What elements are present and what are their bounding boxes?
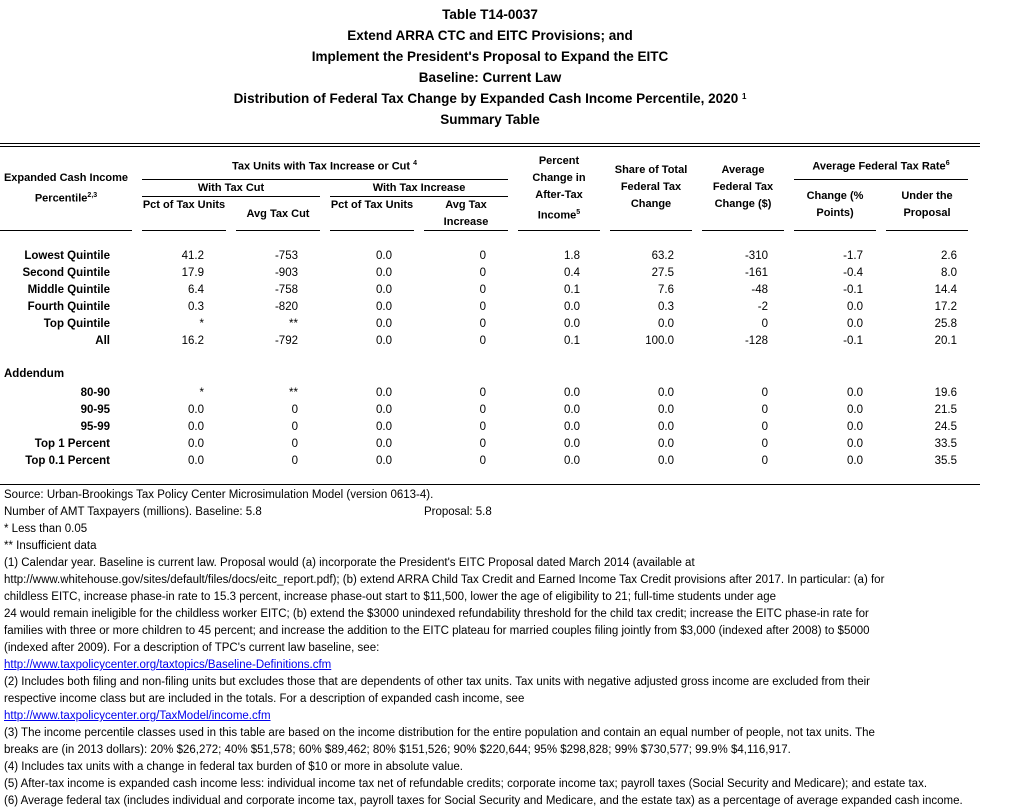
header-with-tax-increase: With Tax Increase: [372, 182, 466, 194]
header-bottom-rule: [794, 230, 876, 231]
cell-avg-tax-cut: **: [289, 387, 298, 399]
cell-share-total-change: 0.0: [658, 421, 674, 433]
footnote-2: respective income class but are included in the totals. For a description of expanded cash income, see: [4, 693, 525, 705]
cell-pct-units-cut: 6.4: [188, 284, 204, 296]
cell-pct-units-increase: 0.0: [376, 421, 392, 433]
cell-share-total-change: 0.0: [658, 438, 674, 450]
header-pct-units-cut: Pct of Tax Units: [142, 199, 226, 211]
header-with-tax-cut: With Tax Cut: [197, 182, 265, 194]
cell-avg-tax-cut: 0: [291, 421, 298, 433]
header-rate-change: Change (% Points): [806, 190, 864, 219]
cell-pct-units-cut: 17.9: [181, 267, 204, 279]
table-row: [0, 333, 980, 350]
cell-pct-units-cut: 41.2: [181, 250, 204, 262]
table-row: [0, 282, 980, 299]
cell-pct-change-after-tax: 0.4: [564, 267, 580, 279]
row-label: 90-95: [80, 404, 110, 416]
cell-rate-under-proposal: 21.5: [934, 404, 957, 416]
amt-proposal: Proposal: 5.8: [424, 506, 492, 518]
cell-rate-under-proposal: 2.6: [941, 250, 957, 262]
cell-pct-units-increase: 0.0: [376, 318, 392, 330]
cell-pct-units-cut: *: [199, 387, 204, 399]
cell-share-total-change: 27.5: [651, 267, 674, 279]
footnote-5: (5) After-tax income is expanded cash income less: individual income tax net of refundable credits; corporate income tax; payroll taxes (Social Security and Medicare); and estate tax.: [4, 778, 928, 790]
table-bottom-rule: [0, 484, 980, 485]
cell-pct-change-after-tax: 1.8: [564, 250, 580, 262]
table-row: [0, 316, 980, 333]
title-line-3: Implement the President's Proposal to Expand the EITC: [311, 49, 669, 64]
row-label: Top 1 Percent: [34, 438, 110, 450]
cell-avg-tax-change: 0: [761, 421, 768, 433]
cell-avg-tax-increase: 0: [479, 284, 486, 296]
header-bottom-rule: [142, 230, 226, 231]
cell-rate-change: -0.1: [843, 284, 863, 296]
cell-pct-units-increase: 0.0: [376, 301, 392, 313]
cell-avg-tax-change: 0: [761, 455, 768, 467]
cell-rate-under-proposal: 24.5: [934, 421, 957, 433]
footnote-1: 24 would remain ineligible for the childless worker EITC; (b) extend the $3000 unindexed refundability threshold for the child tax credit; increase the EITC phase-in rate for: [4, 608, 869, 620]
row-label: All: [95, 335, 110, 347]
cell-pct-change-after-tax: 0.0: [564, 438, 580, 450]
row-label: Top 0.1 Percent: [25, 455, 110, 467]
distribution-title-text: Distribution of Federal Tax Change by Expanded Cash Income Percentile, 2020: [233, 91, 739, 106]
cell-pct-units-cut: 0.0: [188, 455, 204, 467]
header-bottom-rule: [702, 230, 784, 231]
cell-pct-units-increase: 0.0: [376, 250, 392, 262]
header-bottom-rule: [518, 230, 600, 231]
cell-avg-tax-increase: 0: [479, 267, 486, 279]
cell-avg-tax-cut: 0: [291, 404, 298, 416]
footnote-3: (3) The income percentile classes used in this table are based on the income distribution for the entire population and contain an equal number of people, not tax units. The: [4, 727, 875, 739]
header-percentile: [0, 170, 132, 208]
footnote-1: families with three or more children to 45 percent; and increase the addition to the EITC plateau for married couples filing jointly from $3,000 (indexed after 2008) to $5000: [4, 625, 870, 637]
source-note: Source: Urban-Brookings Tax Policy Center Microsimulation Model (version 0613-4).: [4, 489, 434, 501]
cell-rate-under-proposal: 33.5: [934, 438, 957, 450]
cell-share-total-change: 63.2: [651, 250, 674, 262]
cell-pct-units-cut: *: [199, 318, 204, 330]
cell-avg-tax-cut: -753: [274, 250, 298, 262]
header-avg-rate-text: Average Federal Tax Rate: [812, 160, 946, 173]
cell-pct-units-cut: 16.2: [181, 335, 204, 347]
cell-rate-change: 0.0: [847, 455, 863, 467]
footnote-1: (indexed after 2009). For a description of TPC's current law baseline, see:: [4, 642, 380, 654]
row-label: Fourth Quintile: [27, 301, 110, 313]
table-id: Table T14-0037: [442, 7, 538, 22]
cell-pct-units-increase: 0.0: [376, 438, 392, 450]
cell-pct-change-after-tax: 0.0: [564, 455, 580, 467]
header-avg-tax-cut: Avg Tax Cut: [246, 208, 310, 220]
table-row: [0, 453, 980, 470]
addendum-label: Addendum: [4, 368, 65, 380]
cell-rate-change: 0.0: [847, 318, 863, 330]
footnote-3: breaks are (in 2013 dollars): 20% $26,272; 40% $51,578; 60% $89,462; 80% $151,526; 90% $220,644; 95% $298,828; 99% $730,577; 99.9% $4,116,917.: [4, 744, 791, 756]
cell-rate-change: -0.4: [843, 267, 863, 279]
cell-share-total-change: 0.0: [658, 455, 674, 467]
cell-avg-tax-change: 0: [761, 387, 768, 399]
cell-pct-units-increase: 0.0: [376, 267, 392, 279]
table-row: [0, 436, 980, 453]
cell-avg-tax-change: 0: [761, 318, 768, 330]
header-bottom-rule: [330, 230, 414, 231]
cell-avg-tax-increase: 0: [479, 421, 486, 433]
cell-avg-tax-change: -2: [757, 301, 768, 313]
cell-pct-change-after-tax: 0.0: [564, 318, 580, 330]
distribution-title: [0, 88, 980, 109]
cell-share-total-change: 7.6: [658, 284, 674, 296]
cell-rate-change: -1.7: [843, 250, 863, 262]
summary-title: Summary Table: [440, 112, 540, 127]
footnote-ref: 5: [576, 209, 581, 216]
footnote-1: childless EITC, increase phase-in rate to 15.3 percent, increase phase-out start to $11,500, lower the age of eligibility to 21; full-time students under age: [4, 591, 776, 603]
header-share-total: Share of Total Federal Tax Change: [614, 164, 688, 210]
title-line-2: Extend ARRA CTC and EITC Provisions; and: [347, 28, 633, 43]
header-bottom-rule: [424, 230, 508, 231]
cell-rate-under-proposal: 19.6: [934, 387, 957, 399]
header-bottom-rule: [236, 230, 320, 231]
cell-pct-units-increase: 0.0: [376, 455, 392, 467]
cell-rate-under-proposal: 35.5: [934, 455, 957, 467]
header-avg-rate-group: [794, 155, 968, 176]
row-label: Lowest Quintile: [24, 250, 110, 262]
cell-avg-tax-change: -48: [751, 284, 768, 296]
footnote-1: http://www.whitehouse.gov/sites/default/files/docs/eitc_report.pdf); (b) extend ARRA Child Tax Credit and Earned Income Tax Credit provisions after 2017. In particular: (a) for: [4, 574, 885, 586]
cell-pct-units-cut: 0.0: [188, 438, 204, 450]
cell-share-total-change: 0.0: [658, 387, 674, 399]
table-row: [0, 419, 980, 436]
cell-rate-under-proposal: 25.8: [934, 318, 957, 330]
header-rate-under: Under the Proposal: [901, 190, 953, 219]
header-tax-units-text: Tax Units with Tax Increase or Cut: [231, 160, 411, 173]
table-row: [0, 265, 980, 282]
footnote-ref: 2,3: [87, 192, 98, 199]
income-definition-link[interactable]: http://www.taxpolicycenter.org/TaxModel/income.cfm: [4, 710, 271, 722]
row-label: 95-99: [80, 421, 110, 433]
header-bottom-rule: [610, 230, 692, 231]
cell-rate-change: 0.0: [847, 404, 863, 416]
rate-group-rule: [794, 179, 968, 180]
footnote-ref: 4: [413, 160, 418, 167]
row-label: 80-90: [80, 387, 110, 399]
note-less-than: * Less than 0.05: [4, 523, 88, 535]
cell-avg-tax-increase: 0: [479, 335, 486, 347]
cell-avg-tax-change: 0: [761, 438, 768, 450]
cell-pct-change-after-tax: 0.0: [564, 301, 580, 313]
note-insufficient: ** Insufficient data: [4, 540, 97, 552]
cell-pct-units-increase: 0.0: [376, 284, 392, 296]
table-titles: [0, 4, 980, 130]
cell-pct-units-cut: 0.3: [188, 301, 204, 313]
cell-rate-change: 0.0: [847, 301, 863, 313]
cell-avg-tax-increase: 0: [479, 387, 486, 399]
cell-avg-tax-increase: 0: [479, 318, 486, 330]
cell-pct-change-after-tax: 0.1: [564, 335, 580, 347]
footnote-4: (4) Includes tax units with a change in federal tax burden of $10 or more in absolute value.: [4, 761, 463, 773]
amt-note: [4, 504, 1034, 521]
cell-share-total-change: 0.0: [658, 404, 674, 416]
cell-share-total-change: 0.0: [658, 318, 674, 330]
header-avg-change: Average Federal Tax Change ($): [712, 164, 774, 210]
cell-avg-tax-increase: 0: [479, 404, 486, 416]
cell-avg-tax-change: -310: [744, 250, 768, 262]
cell-avg-tax-cut: -792: [274, 335, 298, 347]
table-row: [0, 402, 980, 419]
cell-avg-tax-cut: 0: [291, 455, 298, 467]
cell-pct-change-after-tax: 0.0: [564, 387, 580, 399]
cell-rate-change: 0.0: [847, 421, 863, 433]
header-pct-units-inc: Pct of Tax Units: [330, 199, 414, 211]
cell-avg-tax-cut: **: [289, 318, 298, 330]
cell-rate-change: 0.0: [847, 438, 863, 450]
baseline-title: Baseline: Current Law: [418, 70, 562, 85]
header-avg-tax-increase: Avg Tax Increase: [443, 199, 489, 228]
cell-pct-change-after-tax: 0.0: [564, 421, 580, 433]
cell-pct-change-after-tax: 0.0: [564, 404, 580, 416]
cell-avg-tax-cut: 0: [291, 438, 298, 450]
footnote-1: (1) Calendar year. Baseline is current law. Proposal would (a) incorporate the President's EITC Proposal dated March 2014 (available at: [4, 557, 695, 569]
row-label: Middle Quintile: [27, 284, 110, 296]
cell-avg-tax-change: -161: [744, 267, 768, 279]
cell-rate-under-proposal: 8.0: [941, 267, 957, 279]
footnote-ref: 1: [741, 92, 747, 101]
table-row: [0, 299, 980, 316]
cell-pct-change-after-tax: 0.1: [564, 284, 580, 296]
cell-share-total-change: 100.0: [645, 335, 674, 347]
cell-rate-under-proposal: 20.1: [934, 335, 957, 347]
cell-avg-tax-increase: 0: [479, 438, 486, 450]
table-row: [0, 385, 980, 402]
header-percentile-text: Expanded Cash Income Percentile: [3, 172, 129, 205]
cell-pct-units-increase: 0.0: [376, 404, 392, 416]
table-row: [0, 248, 980, 265]
cell-avg-tax-cut: -903: [274, 267, 298, 279]
baseline-definitions-link[interactable]: http://www.taxpolicycenter.org/taxtopics/Baseline-Definitions.cfm: [4, 659, 332, 671]
cell-share-total-change: 0.3: [658, 301, 674, 313]
footnotes: [4, 487, 1034, 810]
row-label: Second Quintile: [22, 267, 110, 279]
cell-avg-tax-increase: 0: [479, 455, 486, 467]
cell-rate-under-proposal: 14.4: [934, 284, 957, 296]
cell-rate-change: 0.0: [847, 387, 863, 399]
header-tax-units-group: [142, 155, 507, 176]
footnote-2: (2) Includes both filing and non-filing units but excludes those that are dependents of other tax units. Tax units with negative adjusted gross income are excluded from their: [4, 676, 870, 688]
cell-avg-tax-change: 0: [761, 404, 768, 416]
cell-pct-units-increase: 0.0: [376, 335, 392, 347]
cell-pct-units-cut: 0.0: [188, 404, 204, 416]
cell-avg-tax-cut: -758: [274, 284, 298, 296]
footnote-ref: 6: [945, 160, 950, 167]
top-double-rule-2: [0, 146, 980, 147]
header-bottom-rule: [886, 230, 968, 231]
amt-baseline: Number of AMT Taxpayers (millions). Baseline: 5.8: [4, 506, 262, 518]
header-pct-change-text: Percent Change in After-Tax Income: [532, 155, 586, 222]
cell-rate-under-proposal: 17.2: [934, 301, 957, 313]
cell-avg-tax-increase: 0: [479, 250, 486, 262]
header-pct-change: [518, 153, 600, 225]
cell-pct-units-increase: 0.0: [376, 387, 392, 399]
cell-pct-units-cut: 0.0: [188, 421, 204, 433]
footnote-6: (6) Average federal tax (includes individual and corporate income tax, payroll taxes for Social Security and Medicare, and the estate tax) as a percentage of average expanded cash income.: [4, 795, 963, 807]
cell-avg-tax-change: -128: [744, 335, 768, 347]
header-bottom-rule: [0, 230, 132, 231]
row-label: Top Quintile: [43, 318, 110, 330]
cell-avg-tax-cut: -820: [274, 301, 298, 313]
top-double-rule: [0, 143, 980, 144]
cell-rate-change: -0.1: [843, 335, 863, 347]
cell-avg-tax-increase: 0: [479, 301, 486, 313]
